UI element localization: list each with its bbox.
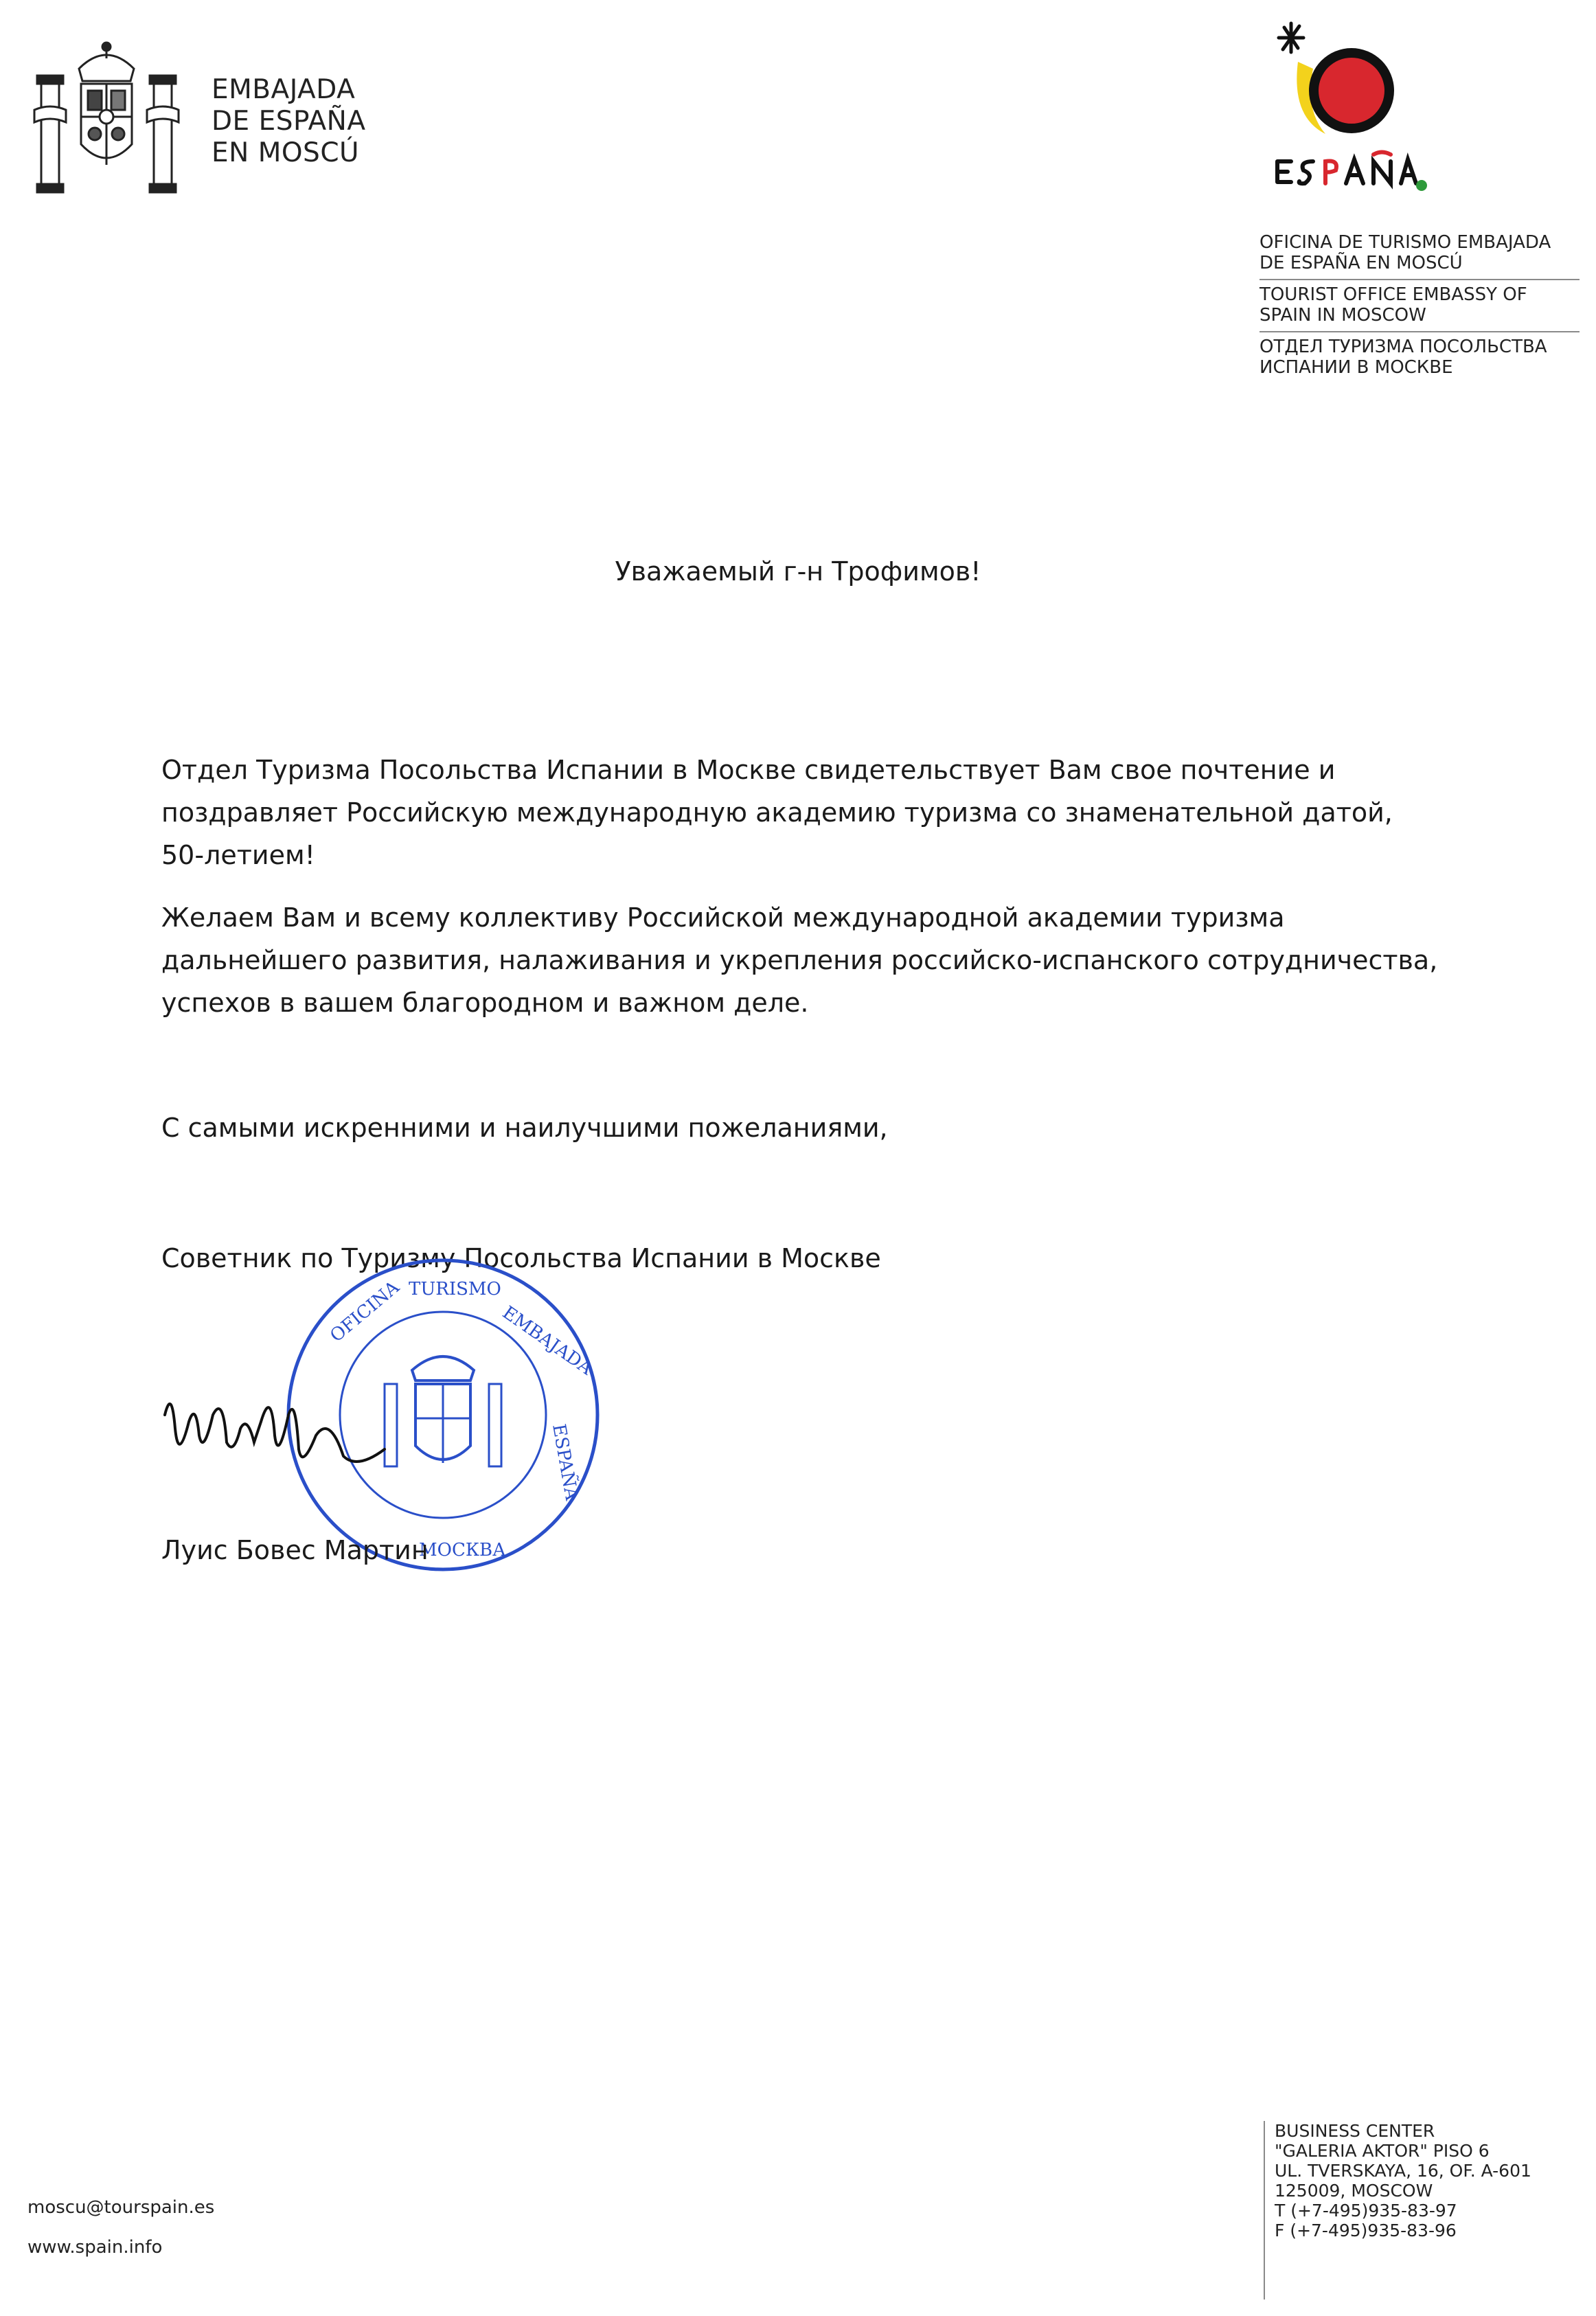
address-line: "GALERIA AKTOR" PISO 6 bbox=[1275, 2141, 1490, 2161]
tourist-office-names bbox=[1259, 228, 1580, 383]
office-name-line: TOURIST OFFICE EMBASSY OF bbox=[1259, 284, 1527, 305]
office-name-line: ОТДЕЛ ТУРИЗМА ПОСОЛЬСТВА bbox=[1259, 337, 1547, 357]
svg-text:ESPAÑA: ESPAÑA bbox=[548, 1422, 582, 1502]
signer-position: Советник по Туризму Посольства Испании в Москве bbox=[161, 1243, 881, 1273]
letter-greeting: Уважаемый г-н Трофимов! bbox=[615, 556, 981, 587]
phone-line: T (+7-495)935-83-97 bbox=[1275, 2201, 1457, 2221]
svg-text:EMBAJADA: EMBAJADA bbox=[498, 1302, 596, 1380]
embassy-name-line: DE ESPAÑA bbox=[212, 106, 366, 137]
footer-contacts bbox=[27, 2188, 214, 2267]
office-name-line: SPAIN IN MOSCOW bbox=[1259, 305, 1426, 326]
letter-paragraph-congratulation bbox=[161, 749, 1391, 876]
address-line: 125009, MOSCOW bbox=[1275, 2181, 1433, 2201]
office-name-english bbox=[1259, 279, 1580, 331]
svg-text:TURISMO: TURISMO bbox=[409, 1279, 501, 1299]
email-link[interactable]: moscu@tourspain.es bbox=[27, 2197, 215, 2218]
embassy-name-line: EMBAJADA bbox=[212, 74, 356, 105]
letter-closing: С самыми искренними и наилучшими пожеланиями, bbox=[161, 1113, 888, 1143]
signer-name: Луис Бовес Мартин bbox=[161, 1535, 429, 1565]
coat-of-arms-emblem bbox=[21, 27, 192, 199]
paragraph-line: Желаем Вам и всему коллективу Российской международной академии туризма bbox=[161, 902, 1285, 933]
embassy-name bbox=[212, 74, 366, 169]
paragraph-line: дальнейшего развития, налаживания и укрепления российско-испанского сотрудничества, bbox=[161, 945, 1438, 975]
website-link[interactable]: www.spain.info bbox=[27, 2237, 163, 2258]
paragraph-line: успехов в вашем благородном и важном деле. bbox=[161, 988, 809, 1018]
address-line: BUSINESS CENTER bbox=[1275, 2121, 1435, 2141]
footer-address bbox=[1264, 2121, 1531, 2300]
letter-paragraph-wishes bbox=[161, 896, 1438, 1024]
paragraph-line: 50-летием! bbox=[161, 840, 315, 870]
fax-line: F (+7-495)935-83-96 bbox=[1275, 2221, 1457, 2240]
paragraph-line: поздравляет Российскую международную академию туризма со знаменательной датой, bbox=[161, 797, 1393, 828]
svg-text:OFICINA: OFICINA bbox=[326, 1277, 404, 1347]
office-name-line: OFICINA DE TURISMO EMBAJADA bbox=[1259, 232, 1551, 253]
office-name-spanish bbox=[1259, 228, 1580, 279]
svg-text:МОСКВА: МОСКВА bbox=[419, 1540, 506, 1560]
handwritten-signature bbox=[158, 1374, 405, 1484]
address-line: UL. TVERSKAYA, 16, OF. A-601 bbox=[1275, 2161, 1531, 2181]
espana-logo bbox=[1250, 14, 1435, 192]
embassy-name-line: EN MOSCÚ bbox=[212, 137, 360, 168]
office-name-line: ИСПАНИИ В МОСКВЕ bbox=[1259, 357, 1453, 378]
paragraph-line: Отдел Туризма Посольства Испании в Москве свидетельствует Вам свое почтение и bbox=[161, 755, 1336, 785]
office-name-line: DE ESPAÑA EN MOSCÚ bbox=[1259, 253, 1463, 273]
office-name-russian bbox=[1259, 331, 1580, 383]
